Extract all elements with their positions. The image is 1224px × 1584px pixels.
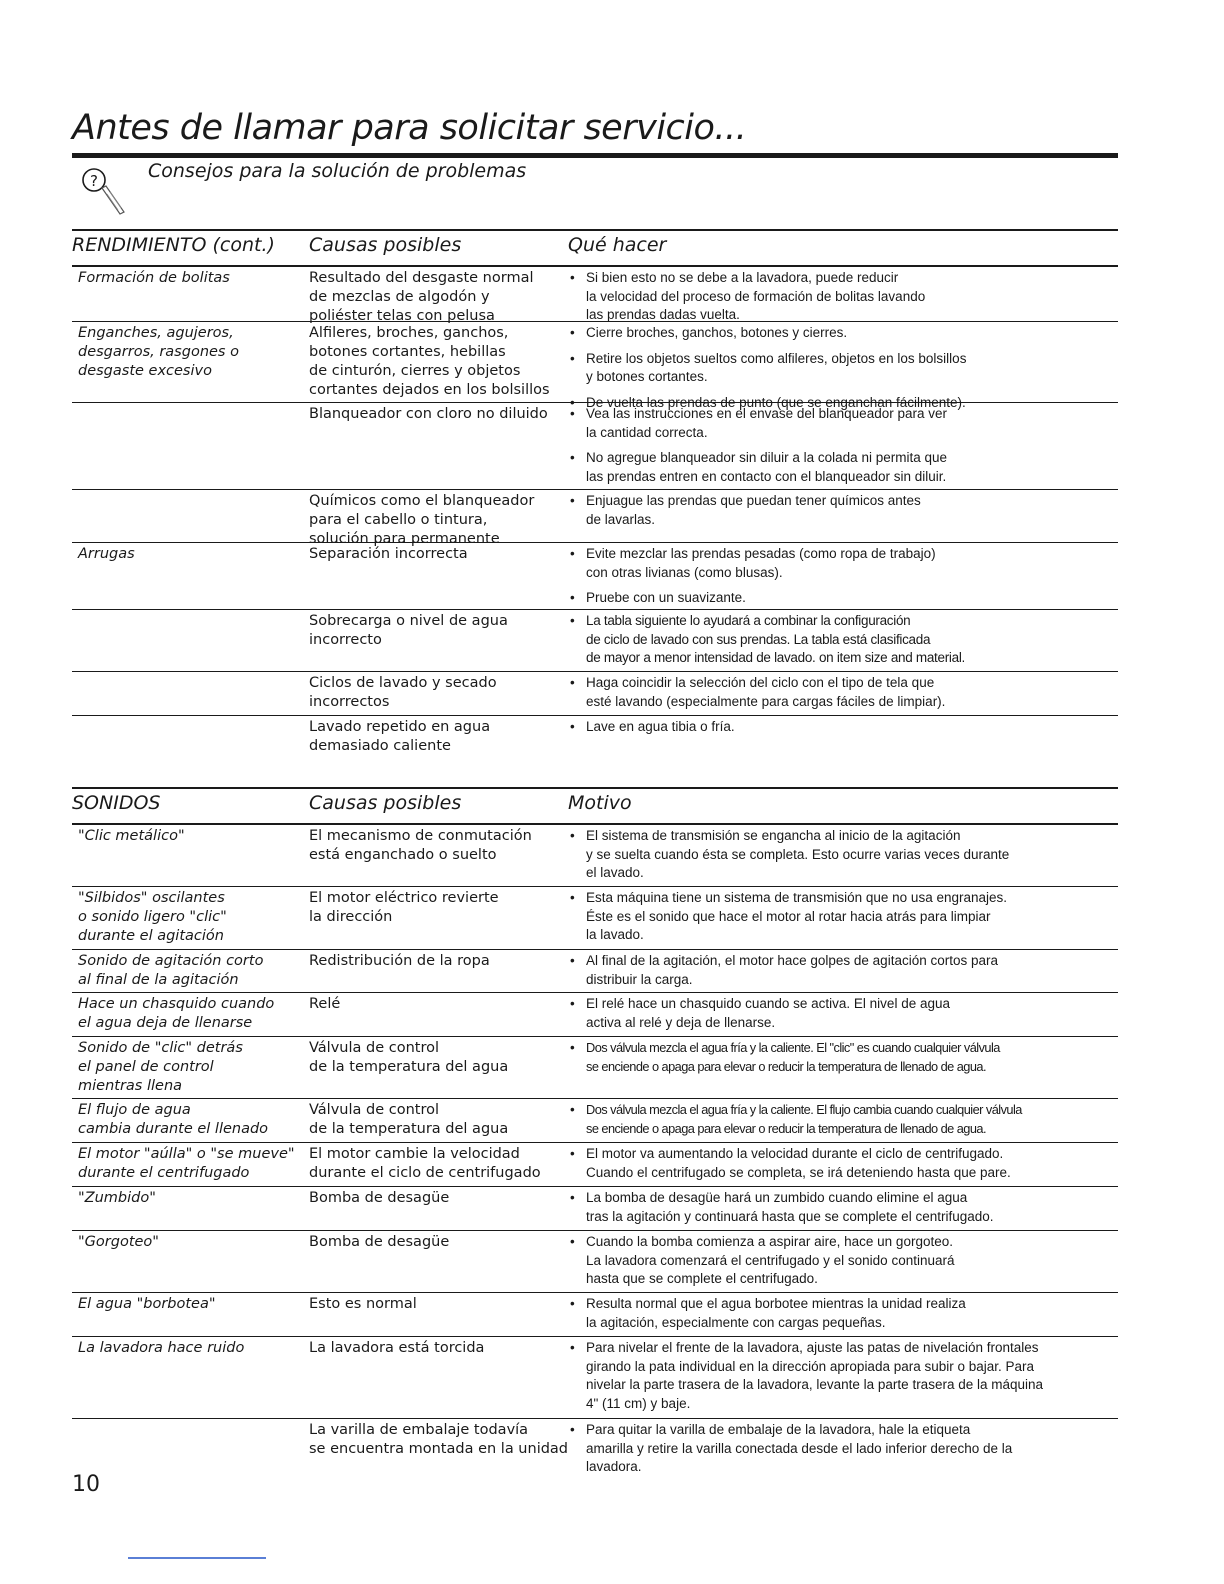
cause-line: Sobrecarga o nivel de agua — [309, 613, 508, 629]
tips-list — [568, 952, 1116, 996]
cause-text — [309, 1295, 564, 1314]
tip-item — [568, 995, 1116, 1032]
tip-line: • Dos válvula mezcla el agua fría y la caliente. El flujo cambia cuando cualquier válvula — [586, 1102, 1022, 1117]
cause-line: Resultado del desgaste normal — [309, 270, 534, 286]
cause-line: incorrecto — [309, 632, 382, 648]
tip-item — [568, 1189, 1116, 1226]
tip-line: • El relé hace un chasquido cuando se activa. El nivel de agua — [586, 996, 950, 1011]
tip-line: • La bomba de desagüe hará un zumbido cuando elimine el agua — [586, 1190, 968, 1205]
tip-item — [568, 1295, 1116, 1332]
tip-item — [568, 545, 1116, 582]
issue-text — [78, 827, 300, 846]
cause-line: para el cabello o tintura, — [309, 512, 488, 528]
tip-line: • El sistema de transmisión se engancha al inicio de la agitación — [586, 828, 961, 843]
tip-item — [568, 952, 1116, 989]
cause-text — [309, 952, 564, 971]
tip-line: Cuando el centrifugado se completa, se irá deteniendo hasta que pare. — [586, 1164, 1011, 1180]
cause-text — [309, 1101, 564, 1139]
issue-line: El flujo de agua — [78, 1102, 191, 1118]
tip-line: las prendas dadas vuelta. — [586, 307, 740, 322]
cause-line: Válvula de control — [309, 1102, 439, 1118]
tip-line: la velocidad del proceso de formación de bolitas lavando — [586, 288, 926, 304]
son-row — [72, 950, 1118, 993]
cause-text — [309, 405, 564, 424]
sonidos-rows — [72, 825, 1118, 1485]
issue-line: Sonido de "clic" detrás — [78, 1040, 243, 1056]
tips-list — [568, 718, 1116, 744]
issue-text — [78, 1145, 300, 1183]
issue-line: al final de la agitación — [78, 972, 239, 988]
tip-line: • Para quitar la varilla de embalaje de la lavadora, hale la etiqueta — [586, 1422, 971, 1437]
issue-line: "Silbidos" oscilantes — [78, 890, 225, 906]
rendimiento-rows — [72, 267, 1118, 761]
son-row — [72, 1037, 1118, 1099]
tip-item — [568, 612, 1116, 668]
tip-line: La lavadora comenzará el centrifugado y el sonido continuará — [586, 1252, 955, 1268]
tips-list — [568, 1189, 1116, 1233]
cause-line: Lavado repetido en agua — [309, 719, 491, 735]
tip-item — [568, 1101, 1116, 1138]
tip-item — [568, 405, 1116, 442]
issue-text — [78, 889, 300, 946]
cause-text — [309, 1145, 564, 1183]
tip-line: • La tabla siguiente lo ayudará a combinar la configuración — [586, 613, 911, 628]
tip-line: • El motor va aumentando la velocidad durante el ciclo de centrifugado. — [586, 1146, 1004, 1161]
cause-line: Alfileres, broches, ganchos, — [309, 325, 509, 341]
tip-item — [568, 1421, 1116, 1477]
cause-line: durante el ciclo de centrifugado — [309, 1165, 541, 1181]
rend-row — [72, 490, 1118, 547]
tips-list — [568, 1233, 1116, 1296]
son-row — [72, 887, 1118, 950]
cause-line: El motor cambie la velocidad — [309, 1146, 520, 1162]
rendimiento-action-heading: Qué hacer — [568, 234, 667, 256]
tip-line: de lavarlas. — [586, 511, 656, 527]
tip-line: • Lave en agua tibia o fría. — [586, 719, 735, 734]
tip-line: distribuir la carga. — [586, 971, 693, 987]
tip-line: nivelar la parte trasera de la lavadora, levante la parte trasera de la máquina — [586, 1377, 1044, 1392]
issue-text — [78, 995, 300, 1033]
cause-line: la dirección — [309, 909, 393, 925]
cause-line: poliéster telas con pelusa — [309, 308, 495, 324]
tip-line: Éste es el sonido que hace el motor al rotar hacia atrás para limpiar — [586, 908, 991, 924]
cause-line: Esto es normal — [309, 1296, 417, 1312]
issue-text — [78, 1101, 300, 1139]
tip-line: • De vuelta las prendas de punto (que se enganchan fácilmente). — [586, 394, 966, 410]
rend-row — [72, 610, 1118, 672]
cause-line: Redistribución de la ropa — [309, 953, 490, 969]
issue-line: Arrugas — [78, 546, 135, 562]
cause-line: se encuentra montada en la unidad — [309, 1441, 569, 1457]
issue-line: durante el centrifugado — [78, 1165, 250, 1181]
tip-line: de ciclo de lavado con sus prendas. La tabla está clasificada — [586, 631, 931, 647]
rendimiento-heading: RENDIMIENTO (cont.) — [72, 234, 275, 256]
cause-text — [309, 545, 564, 564]
issue-line: Formación de bolitas — [78, 270, 230, 286]
cause-line: Relé — [309, 996, 341, 1012]
tip-line: • Para nivelar el frente de la lavadora, ajuste las patas de nivelación frontales — [586, 1340, 1039, 1355]
tip-line: hasta que se complete el centrifugado. — [586, 1271, 818, 1286]
issue-line: "Zumbido" — [78, 1190, 156, 1206]
tips-list — [568, 1421, 1116, 1484]
rend-row — [72, 672, 1118, 716]
son-row — [72, 825, 1118, 887]
issue-line: cambia durante el llenado — [78, 1121, 269, 1137]
tip-line: esté lavando (especialmente para cargas fáciles de limpiar). — [586, 693, 946, 709]
cause-line: cortantes dejados en los bolsillos — [309, 382, 550, 398]
cause-text — [309, 1339, 564, 1358]
cause-line: de cinturón, cierres y objetos — [309, 363, 521, 379]
tip-line: girando la pata individual en la dirección apropiada para subir o bajar. Para — [586, 1358, 1035, 1374]
issue-line: desgaste excesivo — [78, 363, 212, 379]
rend-row — [72, 267, 1118, 322]
issue-line: Sonido de agitación corto — [78, 953, 264, 969]
rendimiento-section — [72, 229, 1118, 761]
son-row — [72, 1231, 1118, 1293]
issue-text — [78, 269, 300, 288]
issue-line: Enganches, agujeros, — [78, 325, 234, 341]
issue-line: "Clic metálico" — [78, 828, 185, 844]
tips-list — [568, 1295, 1116, 1339]
cause-line: de mezclas de algodón y — [309, 289, 490, 305]
tip-line: • Al final de la agitación, el motor hace golpes de agitación cortos para — [586, 953, 999, 968]
issue-line: o sonido ligero "clic" — [78, 909, 227, 925]
tip-line: amarilla y retire la varilla conectada desde el lado inferior derecho de la — [586, 1440, 1013, 1456]
cause-text — [309, 269, 564, 326]
cause-line: Bomba de desagüe — [309, 1190, 450, 1206]
cause-line: está enganchado o suelto — [309, 847, 497, 863]
cause-text — [309, 995, 564, 1014]
issue-line: el agua deja de llenarse — [78, 1015, 253, 1031]
tips-list — [568, 405, 1116, 493]
tip-item — [568, 1233, 1116, 1289]
tips-list — [568, 1339, 1116, 1420]
son-row — [72, 1419, 1118, 1485]
cause-text — [309, 827, 564, 865]
tip-line: activa al relé y deja de llenarse. — [586, 1014, 776, 1030]
cause-text — [309, 674, 564, 712]
tip-line: • No agregue blanqueador sin diluir a la colada ni permita que — [586, 450, 947, 465]
tip-line: y se suelta cuando ésta se completa. Esto ocurre varias veces durante — [586, 846, 1010, 862]
tip-line: • Enjuague las prendas que puedan tener químicos antes — [586, 493, 921, 508]
tip-line: y botones cortantes. — [586, 369, 708, 384]
cause-line: solución para permanente — [309, 531, 500, 547]
tip-item — [568, 889, 1116, 945]
son-row — [72, 1187, 1118, 1231]
tip-line: tras la agitación y continuará hasta que se complete el centrifugado. — [586, 1208, 994, 1224]
issue-text — [78, 324, 300, 381]
issue-line: el panel de control — [78, 1059, 214, 1075]
cause-line: botones cortantes, hebillas — [309, 344, 506, 360]
tips-list — [568, 674, 1116, 718]
son-row — [72, 1293, 1118, 1337]
tips-list — [568, 612, 1116, 675]
tip-item — [568, 718, 1116, 737]
issue-line: El agua "borbotea" — [78, 1296, 216, 1312]
son-row — [72, 1099, 1118, 1143]
tip-line: • Haga coincidir la selección del ciclo con el tipo de tela que — [586, 675, 935, 690]
sonidos-cause-heading: Causas posibles — [309, 792, 462, 814]
tips-list — [568, 1145, 1116, 1189]
cause-text — [309, 889, 564, 927]
tip-line: • Cierre broches, ganchos, botones y cierres. — [586, 325, 848, 340]
tip-line: • Si bien esto no se debe a la lavadora, puede reducir — [586, 270, 899, 285]
tip-item — [568, 1339, 1116, 1413]
cause-line: El motor eléctrico revierte — [309, 890, 499, 906]
tip-item — [568, 350, 1116, 387]
question-tool-icon — [80, 166, 130, 222]
tips-list — [568, 492, 1116, 536]
title-rule — [72, 153, 1118, 158]
tip-line: con otras livianas (como blusas). — [586, 564, 783, 580]
tip-item — [568, 674, 1116, 711]
cause-text — [309, 1039, 564, 1077]
cause-line: incorrectos — [309, 694, 390, 710]
cause-text — [309, 612, 564, 650]
issue-text — [78, 1233, 300, 1252]
rend-row — [72, 322, 1118, 410]
cause-text — [309, 324, 564, 400]
cause-text — [309, 1189, 564, 1208]
tip-line: lavadora. — [586, 1459, 642, 1474]
tip-line: se enciende o apaga para elevar o reducir la temperatura de llenado de agua. — [586, 1058, 986, 1074]
cause-text — [309, 492, 564, 549]
cause-line: Químicos como el blanqueador — [309, 493, 535, 509]
tip-item — [568, 827, 1116, 883]
tip-line: • Pruebe con un suavizante. — [586, 590, 746, 605]
footer-link-line — [128, 1557, 266, 1559]
cause-line: de la temperatura del agua — [309, 1121, 509, 1137]
tip-line: • Dos válvula mezcla el agua fría y la caliente. El "clic" es cuando cualquier válvula — [586, 1040, 1000, 1055]
issue-line: desgarros, rasgones o — [78, 344, 239, 360]
cause-line: Separación incorrecta — [309, 546, 468, 562]
tip-line: se enciende o apaga para elevar o reducir la temperatura de llenado de agua. — [586, 1120, 986, 1136]
tips-list — [568, 827, 1116, 890]
cause-line: demasiado caliente — [309, 738, 451, 754]
issue-text — [78, 1039, 300, 1096]
page-number: 10 — [72, 1472, 100, 1497]
tip-line: • Cuando la bomba comienza a aspirar aire, hace un gorgoteo. — [586, 1234, 953, 1249]
cause-line: Ciclos de lavado y secado — [309, 675, 497, 691]
tip-item — [568, 269, 1116, 325]
sonidos-heading: SONIDOS — [72, 792, 161, 814]
tip-line: el lavado. — [586, 865, 644, 880]
cause-text — [309, 718, 564, 756]
issue-line: El motor "aúlla" o "se mueve" — [78, 1146, 295, 1162]
rend-row — [72, 543, 1118, 610]
tip-line: 4" (11 cm) y baje. — [586, 1395, 691, 1411]
tip-line: la agitación, especialmente con cargas pequeñas. — [586, 1314, 886, 1330]
issue-text — [78, 1189, 300, 1208]
cause-line: Blanqueador con cloro no diluido — [309, 406, 548, 422]
cause-line: Bomba de desagüe — [309, 1234, 450, 1250]
issue-text — [78, 952, 300, 990]
son-row — [72, 1143, 1118, 1187]
issue-line: mientras llena — [78, 1078, 183, 1094]
tip-item — [568, 449, 1116, 486]
page-title: Antes de llamar para solicitar servicio... — [72, 108, 747, 148]
tips-list — [568, 545, 1116, 615]
tips-list — [568, 1039, 1116, 1083]
cause-text — [309, 1233, 564, 1252]
tip-item — [568, 324, 1116, 343]
tip-line: • Resulta normal que el agua borbotee mientras la unidad realiza — [586, 1296, 966, 1311]
cause-line: La varilla de embalaje todavía — [309, 1422, 529, 1438]
cause-text — [309, 1421, 569, 1459]
tip-line: la lavado. — [586, 927, 644, 942]
sonidos-reason-heading: Motivo — [568, 792, 632, 814]
cause-line: El mecanismo de conmutación — [309, 828, 532, 844]
rend-row — [72, 403, 1118, 490]
tip-line: de mayor a menor intensidad de lavado. on item size and material. — [586, 650, 965, 665]
tip-line: • Vea las instrucciones en el envase del blanqueador para ver — [586, 406, 947, 421]
tip-line: • Esta máquina tiene un sistema de transmisión que no usa engranajes. — [586, 890, 1008, 905]
cause-line: de la temperatura del agua — [309, 1059, 509, 1075]
rendimiento-header — [72, 229, 1118, 267]
issue-line: durante el agitación — [78, 928, 224, 944]
tip-item — [568, 1039, 1116, 1076]
issue-line: "Gorgoteo" — [78, 1234, 159, 1250]
page-subtitle: Consejos para la solución de problemas — [148, 160, 527, 182]
tip-item — [568, 492, 1116, 529]
rendimiento-cause-heading: Causas posibles — [309, 234, 462, 256]
sonidos-header — [72, 787, 1118, 825]
tip-item — [568, 589, 1116, 608]
tips-list — [568, 889, 1116, 952]
tip-line: las prendas entren en contacto con el blanqueador sin diluir. — [586, 468, 947, 484]
tips-list — [568, 995, 1116, 1039]
tip-line: • Evite mezclar las prendas pesadas (como ropa de trabajo) — [586, 546, 936, 561]
cause-line: Válvula de control — [309, 1040, 439, 1056]
tip-item — [568, 1145, 1116, 1182]
sonidos-section — [72, 787, 1118, 1485]
son-row — [72, 993, 1118, 1037]
svg-text:?: ? — [90, 172, 98, 190]
issue-line: Hace un chasquido cuando — [78, 996, 275, 1012]
tips-list — [568, 1101, 1116, 1145]
rend-row — [72, 716, 1118, 761]
issue-text — [78, 545, 300, 564]
tip-line: • Retire los objetos sueltos como alfileres, objetos en los bolsillos — [586, 350, 967, 366]
son-row — [72, 1337, 1118, 1419]
issue-line: La lavadora hace ruido — [78, 1340, 245, 1356]
tip-line: la cantidad correcta. — [586, 424, 708, 440]
issue-text — [78, 1295, 300, 1314]
issue-text — [78, 1339, 300, 1358]
cause-line: La lavadora está torcida — [309, 1340, 485, 1356]
